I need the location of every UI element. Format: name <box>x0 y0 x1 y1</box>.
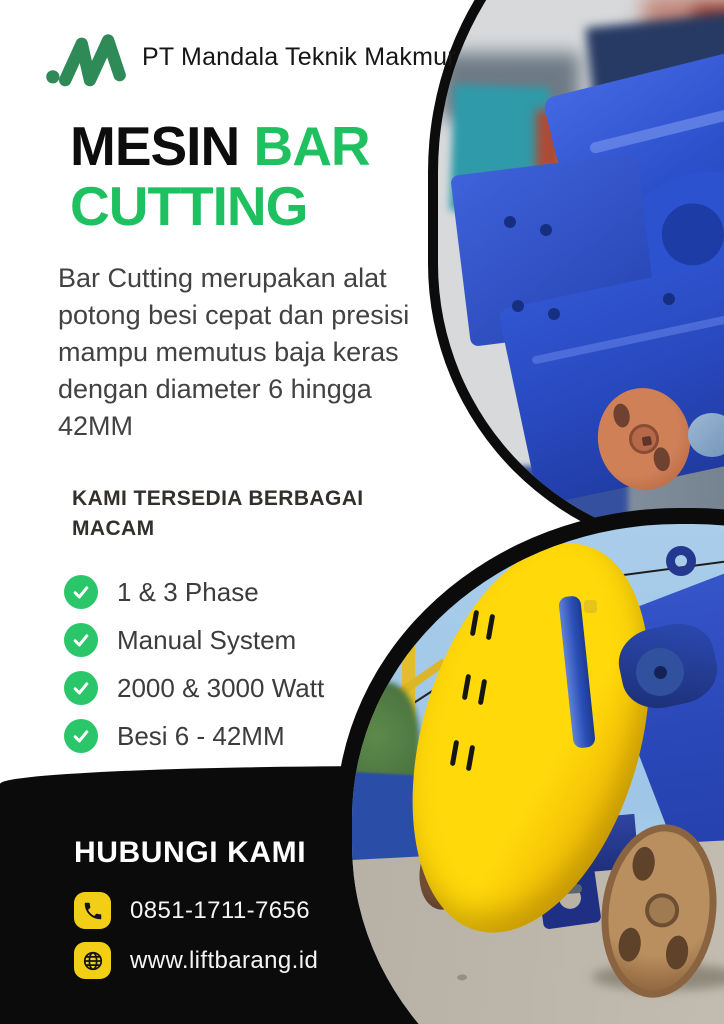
ground-speck <box>457 974 467 981</box>
check-circle-icon <box>64 575 98 609</box>
feature-item <box>64 616 324 664</box>
globe-icon <box>74 942 111 979</box>
title-line-1 <box>70 116 370 176</box>
cylinder-fitting <box>584 600 597 613</box>
feature-label: Besi 6 - 42MM <box>117 720 285 751</box>
contact-heading: HUBUNGI KAMI <box>74 836 307 869</box>
title-word-mesin: MESIN <box>70 115 240 177</box>
phone-icon <box>74 892 111 929</box>
bolt <box>540 224 552 236</box>
website-url: www.liftbarang.id <box>130 946 319 974</box>
machine-photo-bottom <box>336 508 724 1024</box>
check-circle-icon <box>64 671 98 705</box>
check-circle-icon <box>64 719 98 753</box>
website-row <box>74 942 318 979</box>
company-name: PT Mandala Teknik Makmur <box>142 42 456 71</box>
feature-label: 1 & 3 Phase <box>117 576 259 607</box>
feature-item <box>64 664 324 712</box>
phone-number: 0851-1711-7656 <box>130 896 310 924</box>
lifting-eye <box>666 546 696 576</box>
feature-item <box>64 712 324 760</box>
mandala-m-logo-icon <box>42 24 128 90</box>
machine-photo-top <box>428 0 724 558</box>
feature-label: Manual System <box>117 624 297 655</box>
bolt <box>504 216 516 228</box>
pulley-hole <box>612 402 632 428</box>
feature-item <box>64 568 324 616</box>
feature-label: 2000 & 3000 Watt <box>117 672 325 703</box>
bolt <box>548 308 560 320</box>
features-list <box>64 568 324 760</box>
pulley-bolt <box>642 436 652 446</box>
page-title <box>70 116 370 236</box>
wheel-hub-nut <box>643 891 681 929</box>
brand-header <box>42 24 456 90</box>
wheel-hole <box>631 846 657 882</box>
wheel-hole <box>664 934 690 970</box>
features-heading: KAMI TERSEDIA BERBAGAI MACAM <box>72 487 364 540</box>
phone-row <box>74 892 310 929</box>
check-circle-icon <box>64 623 98 657</box>
pulley-hole <box>652 446 672 472</box>
description-paragraph: Bar Cutting merupakan alat potong besi cepat dan presisi mampu memutus baja keras dengan diameter 6 hingga 42MM <box>58 263 410 441</box>
title-word-bar: BAR <box>253 115 370 177</box>
wheel-hole <box>617 926 643 962</box>
title-line-2: CUTTING <box>70 175 308 237</box>
bolt <box>512 300 524 312</box>
bolt <box>663 293 675 305</box>
motor-shaft <box>654 666 667 679</box>
machine-arch-bore <box>655 197 724 272</box>
